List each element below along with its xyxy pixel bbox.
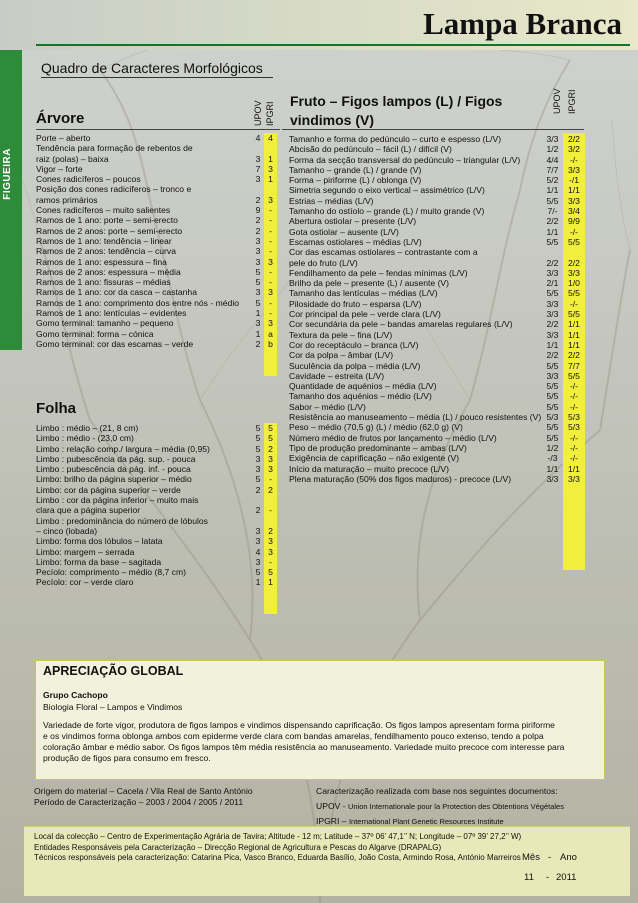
folha-row-upov: 2 xyxy=(255,484,261,495)
folha-row-upov: 3 xyxy=(255,453,261,464)
fruto-row-upov: 7/- xyxy=(547,206,558,217)
fruto-row-ipgri: 7/7 xyxy=(568,360,580,371)
fruto-row-upov: 1/1 xyxy=(546,463,559,474)
folha-row-label: Limbo : relação comp./ largura – média (0,95) xyxy=(36,443,210,454)
ano-value: 2011 xyxy=(556,872,577,883)
apreciacao-line: coloração âmbar e médio sabor. Os figos lampos têm média resistência ao manuseamento. Variedade muito precoce com interesse para xyxy=(43,742,565,752)
fruto-row-upov: 5/5 xyxy=(546,195,559,206)
arvore-row-upov: 2 xyxy=(255,338,261,349)
fruto-row-ipgri: 2/2 xyxy=(568,350,580,361)
apreciacao-line: e os vindimos forma oblonga ambos com epiderme verde clara com bandas amarelas, fendilhamento pouco extenso, tendo a polpa xyxy=(43,731,544,741)
fruto-row-upov: 1/2 xyxy=(546,442,559,453)
date-separator-bottom: - xyxy=(546,872,550,883)
arvore-row-ipgri: 1 xyxy=(268,153,273,164)
folha-row-upov: 1 xyxy=(255,577,261,588)
fruto-row-label: Cor das escamas ostiolares – contrastante com a xyxy=(289,247,478,258)
fruto-row-ipgri: 1/1 xyxy=(568,329,580,340)
fruto-row-label: Cor do receptáculo – branca (L/V) xyxy=(289,339,419,350)
fruto-row-label: Exigência de caprificação – não exigente (V) xyxy=(289,453,460,464)
fruto-row-upov: 1/1 xyxy=(546,339,559,350)
fruto-row-ipgri: 1/1 xyxy=(568,185,580,196)
fruto-row-upov: 5/5 xyxy=(546,288,559,299)
folha-upov-values xyxy=(252,423,264,588)
arvore-row-label: Ramos de 1 ano: espessura – fina xyxy=(36,256,167,267)
fruto-list xyxy=(289,133,541,483)
arvore-heading: Árvore xyxy=(36,110,85,127)
side-strip xyxy=(0,50,22,350)
fruto-row-ipgri: -/- xyxy=(569,226,579,237)
apreciacao-line: Variedade de forte vigor, produtora de figos lampos e vindimos dispensando caprificação. Os figos lampos apresentam forma piriforme xyxy=(43,720,555,730)
arvore-row-upov xyxy=(252,184,264,194)
arvore-row-upov: 3 xyxy=(255,174,261,185)
fruto-row-label: Número médio de frutos por lançamento – médio (L/V) xyxy=(289,432,497,443)
fruto-row-ipgri: 1/0 xyxy=(568,278,580,289)
arvore-row-label: Tendência para formação de rebentos de xyxy=(36,143,193,154)
folha-row-label: Limbo : cor da página inferior – muito mais xyxy=(36,495,199,506)
subtitle-rule xyxy=(41,77,273,78)
fruto-row-label: Abertura ostiolar – presente (L/V) xyxy=(289,216,417,227)
folha-row-label: Limbo: brilho da página superior – médio xyxy=(36,474,192,485)
arvore-row-label: Cones radicíferos – muito salientes xyxy=(36,205,171,216)
fruto-row-label: Cavidade – estreita (L/V) xyxy=(289,370,385,381)
folha-heading: Folha xyxy=(36,400,76,417)
fruto-row-ipgri: 1/1 xyxy=(568,463,580,474)
fruto-row-ipgri xyxy=(563,246,585,256)
arvore-row-label: Ramos de 1 ano: lentículas – evidentes xyxy=(36,308,187,319)
folha-row-ipgri: 3 xyxy=(268,536,273,547)
folha-row-ipgri: 5 xyxy=(268,433,273,444)
fruto-heading-line1: Fruto – Figos lampos (L) / Figos xyxy=(290,93,503,109)
folha-row-label: Limbo : médio - (23,0 cm) xyxy=(36,433,134,444)
arvore-row-label: raiz (polas) – baixa xyxy=(36,153,109,164)
fruto-row-label: pele do fruto (L/V) xyxy=(289,257,358,268)
fruto-row-label: Plena maturação (50% dos figos maduros) - precoce (L/V) xyxy=(289,473,512,484)
arvore-row-upov: 3 xyxy=(255,246,261,257)
footer-right xyxy=(316,784,564,829)
arvore-row-ipgri xyxy=(264,143,277,153)
mes-label: Mês xyxy=(522,852,540,863)
folha-row-ipgri: - xyxy=(269,505,272,516)
ipgri-header-right: IPGRI xyxy=(567,89,577,114)
fruto-row-upov: 7/7 xyxy=(546,164,559,175)
arvore-row-ipgri: - xyxy=(269,235,272,246)
folha-row-label: Pecíolo: comprimento – médio (8,7 cm) xyxy=(36,567,186,578)
arvore-row-label: Ramos de 1 ano: porte – semi-erecto xyxy=(36,215,178,226)
fruto-ipgri-values xyxy=(563,133,585,483)
folha-row-ipgri xyxy=(264,516,277,526)
fruto-row-ipgri: 2/2 xyxy=(568,257,580,268)
fruto-row-label: Cor secundária da pele – bandas amarelas regulares (L/V) xyxy=(289,319,513,330)
folha-row-upov: 5 xyxy=(255,474,261,485)
fruto-row-upov: 2/2 xyxy=(546,319,559,330)
arvore-row-label: Ramos de 1 ano: tendência – linear xyxy=(36,235,172,246)
arvore-row-upov: 4 xyxy=(255,133,261,143)
folha-row-label: – cinco (lobada) xyxy=(36,525,98,536)
upov-full: Union Internationale pour la Protection des Obtentions Végétales xyxy=(348,802,564,811)
fruto-row-upov: 5/5 xyxy=(546,401,559,412)
fruto-row-label: Abcisão do pedúnculo – fácil (L) / difícil (V) xyxy=(289,144,452,155)
arvore-upov-values xyxy=(252,133,264,349)
fruto-row-label: Peso – médio (70,5 g) (L) / médio (62,0 g) (V) xyxy=(289,422,463,433)
arvore-row-upov: 2 xyxy=(255,194,261,205)
fruto-row-label: Cor da polpa – âmbar (L/V) xyxy=(289,350,394,361)
arvore-row-ipgri: 3 xyxy=(268,318,273,329)
arvore-row-ipgri: 3 xyxy=(268,194,273,205)
folha-row-label: Limbo : predominância do número de lóbulos xyxy=(36,515,208,526)
arvore-row-label: Ramos de 2 anos: tendência – curva xyxy=(36,246,176,257)
fruto-row-label: Tipo de produção predominante – ambas (L/V) xyxy=(289,442,467,453)
fruto-row-label: Gota ostiolar – ausente (L/V) xyxy=(289,226,399,237)
folha-row-label: Limbo: forma dos lóbulos – latata xyxy=(36,536,163,547)
arvore-row-label: Ramos de 2 anos: espessura – média xyxy=(36,266,181,277)
arvore-list xyxy=(36,133,239,349)
fruto-row-upov: 4/4 xyxy=(546,154,559,165)
ipgri-full: International Plant Genetic Resources Institute xyxy=(348,817,504,826)
arvore-row-upov: 7 xyxy=(255,163,261,174)
folha-row-label: Limbo: margem – serrada xyxy=(36,546,135,557)
fruto-row-ipgri: 3/3 xyxy=(568,195,580,206)
periodo-text: Período de Caracterização – 2003 / 2004 / 2005 / 2011 xyxy=(34,797,244,807)
fruto-row-ipgri: 1/1 xyxy=(568,319,580,330)
folha-row-ipgri: 2 xyxy=(268,443,273,454)
folha-row-upov: 4 xyxy=(255,546,261,557)
arvore-row-ipgri: 3 xyxy=(268,287,273,298)
footer-left xyxy=(34,786,253,808)
fruto-head-rule xyxy=(282,129,584,130)
fruto-row-label: Forma da secção transversal do pedúnculo – triangular (L/V) xyxy=(289,154,521,165)
ano-label: Ano xyxy=(560,852,577,863)
fruto-row-upov: 3/3 xyxy=(546,370,559,381)
tecnicos-text: Técnicos responsáveis pela caracterização: Catarina Pica, Vasco Branco, Eduarda Basílio, João Costa, Armindo Rosa, António Marreiros xyxy=(34,853,521,862)
arvore-row-upov: 2 xyxy=(255,215,261,226)
arvore-row-label: ramos primários xyxy=(36,194,98,205)
fruto-row-upov: 3/3 xyxy=(546,134,559,144)
fruto-row-label: Simetria segundo o eixo vertical – assimétrico (L/V) xyxy=(289,185,485,196)
fruto-row-label: Resistência ao manuseamento – média (L) / pouco resistentes (V) xyxy=(289,412,542,423)
fruto-row-label: Brilho da pele – presente (L) / ausente (V) xyxy=(289,278,450,289)
ipgri-abbr: IPGRI xyxy=(316,816,340,826)
arvore-row-label: Ramos de 1 ano: cor da casca – castanha xyxy=(36,287,197,298)
folha-row-upov: 5 xyxy=(255,567,261,578)
folha-row-label: Limbo: forma da base – sagitada xyxy=(36,556,162,567)
folha-row-upov: 3 xyxy=(255,464,261,475)
arvore-row-ipgri: 3 xyxy=(268,256,273,267)
fruto-row-ipgri: 3/3 xyxy=(568,164,580,175)
arvore-row-upov: 5 xyxy=(255,297,261,308)
arvore-row-label: Gomo terminal: cor das escamas – verde xyxy=(36,338,194,349)
fruto-row-ipgri: -/- xyxy=(569,298,579,309)
folha-row-ipgri: - xyxy=(269,474,272,485)
arvore-row-label: Ramos de 1 ano: fissuras – médias xyxy=(36,277,171,288)
fruto-row-ipgri: 5/5 xyxy=(568,370,580,381)
arvore-row-label: Ramos de 1 ano: comprimento dos entre nós - médio xyxy=(36,297,240,308)
folha-row-ipgri: 2 xyxy=(268,484,273,495)
arvore-row-upov: 3 xyxy=(255,256,261,267)
folha-row-upov: 2 xyxy=(255,505,261,516)
arvore-row-ipgri: 1 xyxy=(268,174,273,185)
arvore-row-ipgri: - xyxy=(269,225,272,236)
arvore-row-upov: 1 xyxy=(255,308,261,319)
folha-row-ipgri: 5 xyxy=(268,423,273,433)
fruto-row-upov xyxy=(542,246,563,256)
folha-row-label: Limbo: cor da página superior – verde xyxy=(36,484,181,495)
upov-reference: UPOV - Union Internationale pour la Protection des Obtentions Végétales xyxy=(316,801,564,811)
arvore-head-rule xyxy=(36,129,280,130)
arvore-row-upov: 5 xyxy=(255,277,261,288)
group-label: Grupo Cachopo xyxy=(43,690,108,700)
arvore-row-ipgri: - xyxy=(269,205,272,216)
fruto-row-upov: 3/3 xyxy=(546,267,559,278)
ipgri-reference: IPGRI – International Plant Genetic Resources Institute xyxy=(316,816,504,826)
fruto-row-label: Textura da pele – fina (L/V) xyxy=(289,329,393,340)
arvore-row-ipgri: - xyxy=(269,266,272,277)
fruto-row-upov: 3/3 xyxy=(546,298,559,309)
title-underline xyxy=(36,44,630,46)
folha-row-upov: 5 xyxy=(255,423,261,433)
arvore-row-ipgri: - xyxy=(269,277,272,288)
fruto-row-label: Sabor – médio (L/V) xyxy=(289,401,366,412)
fruto-row-label: Fendilhamento da pele – fendas mínimas (L/V) xyxy=(289,267,468,278)
fruto-row-upov: 5/5 xyxy=(546,381,559,392)
folha-row-upov: 3 xyxy=(255,536,261,547)
arvore-row-upov: 3 xyxy=(255,153,261,164)
folha-row-label: Limbo : pubescência da pág. sup. - pouca xyxy=(36,453,196,464)
fruto-row-ipgri: -/1 xyxy=(568,175,580,186)
fruto-row-ipgri: 5/5 xyxy=(568,309,580,320)
arvore-row-label: Ramos de 2 anos: porte – semi-erecto xyxy=(36,225,183,236)
date-separator-top: - xyxy=(548,852,552,863)
fruto-row-ipgri: 5/5 xyxy=(568,236,580,247)
folha-row-ipgri: - xyxy=(269,556,272,567)
arvore-row-label: Cones radicíferos – poucos xyxy=(36,174,141,185)
folha-row-upov xyxy=(252,495,264,505)
upov-header-left: UPOV xyxy=(253,100,263,126)
folha-row-upov: 3 xyxy=(255,556,261,567)
arvore-row-ipgri: - xyxy=(269,215,272,226)
folha-ipgri-values xyxy=(264,423,277,588)
fruto-heading-line2: vindimos (V) xyxy=(290,112,375,128)
fruto-row-upov: 5/5 xyxy=(546,236,559,247)
arvore-row-upov: 9 xyxy=(255,205,261,216)
arvore-row-ipgri: 3 xyxy=(268,163,273,174)
fruto-row-upov: 3/3 xyxy=(546,309,559,320)
fruto-row-label: Tamanho dos aquénios – médio (L/V) xyxy=(289,391,432,402)
caracterizacao-text: Caracterização realizada com base nos seguintes documentos: xyxy=(316,786,558,796)
arvore-row-ipgri: a xyxy=(268,328,273,339)
arvore-row-label: Gomo terminal: tamanho – pequeno xyxy=(36,318,174,329)
folha-row-upov: 5 xyxy=(255,443,261,454)
fruto-row-upov: 1/1 xyxy=(546,185,559,196)
fruto-row-label: Tamanho do ostíolo – grande (L) / muito grande (V) xyxy=(289,206,485,217)
fruto-row-ipgri: -/- xyxy=(569,401,579,412)
arvore-row-label: Porte – aberto xyxy=(36,133,91,143)
fruto-row-label: Tamanho das lentículas – médias (L/V) xyxy=(289,288,438,299)
apreciacao-text xyxy=(43,720,599,764)
folha-row-ipgri: 3 xyxy=(268,546,273,557)
folha-row-upov: 3 xyxy=(255,525,261,536)
folha-row-label: clara que a página superior xyxy=(36,505,141,516)
arvore-row-ipgri: - xyxy=(269,246,272,257)
mes-value: 11 xyxy=(524,872,534,883)
folha-row-ipgri: 1 xyxy=(268,577,273,588)
fruto-row-label: Pilosidade do fruto – esparsa (L/V) xyxy=(289,298,422,309)
apreciacao-title: APRECIAÇÃO GLOBAL xyxy=(43,664,184,678)
arvore-row-ipgri: 4 xyxy=(268,133,273,143)
fruto-row-label: Tamanho – grande (L) / grande (V) xyxy=(289,164,422,175)
fruto-row-upov: 1/2 xyxy=(546,144,559,155)
fruto-row-upov: 1/1 xyxy=(546,226,559,237)
fruto-row-upov: 5/5 xyxy=(546,391,559,402)
arvore-row-upov: 3 xyxy=(255,318,261,329)
fruto-row-ipgri: -/- xyxy=(569,391,579,402)
fruto-row-upov: 5/5 xyxy=(546,360,559,371)
arvore-row-ipgri: b xyxy=(268,338,273,349)
fruto-row-ipgri: 5/3 xyxy=(568,412,580,423)
folha-row-label: Pecíolo: cor – verde claro xyxy=(36,577,134,588)
fruto-row-ipgri: 1/1 xyxy=(568,339,580,350)
fruto-row-label: Início da maturação – muito precoce (L/V) xyxy=(289,463,450,474)
folha-row-ipgri: 3 xyxy=(268,453,273,464)
fruto-row-ipgri: 2/2 xyxy=(568,134,580,144)
fruto-row-ipgri: -/- xyxy=(569,381,579,392)
fruto-row-upov: -/3 xyxy=(547,453,558,464)
fruto-row-ipgri: 9/9 xyxy=(568,216,580,227)
folha-list xyxy=(36,423,210,588)
folha-row-ipgri: 3 xyxy=(268,464,273,475)
fruto-row-label: Suculência da polpa – média (L/V) xyxy=(289,360,421,371)
fruto-row-upov: 3/3 xyxy=(546,473,559,484)
fruto-row-label: Estrias – médias (L/V) xyxy=(289,195,374,206)
fruto-upov-values xyxy=(542,133,563,483)
fruto-row-upov: 5/2 xyxy=(546,175,559,186)
arvore-row-upov: 1 xyxy=(255,328,261,339)
side-label: FIGUEIRA xyxy=(2,148,13,200)
fruto-row-upov: 5/3 xyxy=(546,412,559,423)
subtitle: Quadro de Caracteres Morfológicos xyxy=(41,60,263,76)
fruto-row-upov: 2/2 xyxy=(546,216,559,227)
folha-row-label: Limbo : pubescência da pág. inf. - pouca xyxy=(36,464,191,475)
ipgri-header-left: IPGRI xyxy=(265,101,275,126)
fruto-row-upov: 3/3 xyxy=(546,329,559,340)
folha-row-upov xyxy=(252,516,264,526)
fruto-row-ipgri: -/- xyxy=(569,154,579,165)
fruto-row-label: Forma – piriforme (L) / oblonga (V) xyxy=(289,175,422,186)
fruto-row-label: Tamanho e forma do pedúnculo – curto e espesso (L/V) xyxy=(289,134,502,144)
fruto-row-label: Escamas ostiolares – médias (L/V) xyxy=(289,236,422,247)
arvore-row-label: Gomo terminal: forma – cónica xyxy=(36,328,154,339)
arvore-row-ipgri: - xyxy=(269,297,272,308)
page-title: Lampa Branca xyxy=(423,6,622,41)
bottom-info-text xyxy=(34,832,521,864)
fruto-row-ipgri: -/- xyxy=(569,432,579,443)
fruto-row-label: Quantidade de aquénios – média (L/V) xyxy=(289,381,437,392)
fruto-row-upov: 5/5 xyxy=(546,432,559,443)
fruto-row-label: Cor principal da pele – verde clara (L/V) xyxy=(289,309,441,320)
folha-row-upov: 5 xyxy=(255,433,261,444)
arvore-row-upov: 2 xyxy=(255,225,261,236)
arvore-row-ipgri: - xyxy=(269,308,272,319)
entidades-text: Entidades Responsáveis pela Caracterização – Direcção Regional de Agricultura e Pescas do Algarve (DRAPALG) xyxy=(34,842,442,852)
upov-header-right: UPOV xyxy=(552,88,562,114)
folha-row-label: Limbo : médio – (21, 8 cm) xyxy=(36,423,139,433)
origem-text: Origem do material – Cacela / Vila Real de Santo António xyxy=(34,786,253,796)
fruto-row-ipgri: 5/5 xyxy=(568,288,580,299)
arvore-row-upov: 3 xyxy=(255,235,261,246)
fruto-row-upov: 2/2 xyxy=(546,350,559,361)
fruto-row-ipgri: 3/4 xyxy=(568,206,580,217)
group-desc: Biologia Floral – Lampos e Vindimos xyxy=(43,702,183,712)
folha-row-ipgri: 2 xyxy=(268,525,273,536)
arvore-ipgri-values xyxy=(264,133,277,349)
fruto-row-upov: 2/1 xyxy=(546,278,559,289)
fruto-row-ipgri: -/- xyxy=(569,442,579,453)
fruto-row-ipgri: 5/3 xyxy=(568,422,580,433)
apreciacao-line: produção de figos para consumo em fresco. xyxy=(43,753,211,763)
fruto-row-ipgri: 3/3 xyxy=(568,267,580,278)
arvore-row-label: Posição dos cones radicíferos – tronco e xyxy=(36,184,192,195)
local-text: Local da colecção – Centro de Experimentação Agrária de Tavira; Altitude - 12 m; Latitude – 37º 06’ 47,1’’ N; Longitude – 07º 39’ 27,2’’ W) xyxy=(34,832,522,841)
fruto-row-ipgri: 3/2 xyxy=(568,144,580,155)
arvore-row-upov: 5 xyxy=(255,266,261,277)
fruto-row-upov: 5/5 xyxy=(546,422,559,433)
arvore-row-ipgri xyxy=(264,184,277,194)
upov-abbr: UPOV xyxy=(316,801,341,811)
folha-row-ipgri xyxy=(264,495,277,505)
fruto-row-upov: 2/2 xyxy=(546,257,559,268)
folha-row-ipgri: 5 xyxy=(268,567,273,578)
arvore-row-upov: 3 xyxy=(255,287,261,298)
fruto-heading xyxy=(290,92,540,130)
fruto-row-ipgri: -/- xyxy=(569,453,579,464)
arvore-row-label: Vigor – forte xyxy=(36,163,83,174)
fruto-row-ipgri: 3/3 xyxy=(568,473,580,484)
arvore-row-upov xyxy=(252,143,264,153)
